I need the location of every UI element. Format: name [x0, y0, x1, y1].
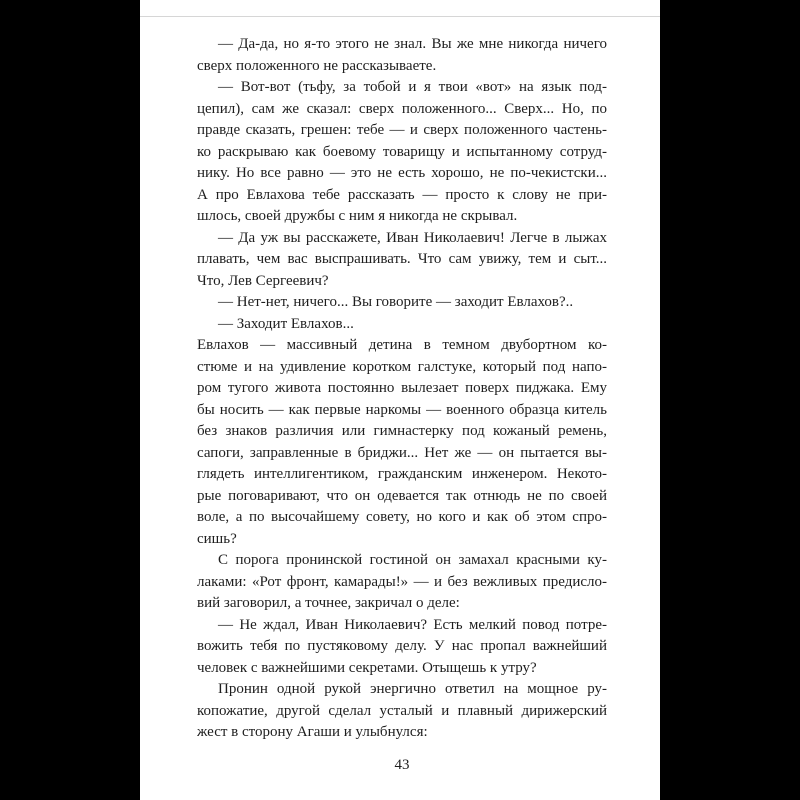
text-line: А про Евлахова тебе рассказать — просто к слову не при- — [197, 186, 607, 203]
text-line: — Нет-нет, ничего... Вы говорите — заходит Евлахов?.. — [218, 294, 574, 310]
text-line: без знаков различия или гимнастерку под кожаный ремень, — [197, 423, 607, 439]
text-line: воле, а по высочайшему совету, но кого и как об этом спро- — [197, 509, 607, 525]
text-line: шлось, своей дружбы с ним я никогда не скрывал. — [197, 208, 518, 224]
text-line: сапоги, заправленные в бриджи... Нет же — он пытается вы- — [197, 444, 607, 461]
text-line: нику. Но все равно — это не есть хорошо, не по-чекистски... — [197, 165, 607, 181]
text-line: сишь? — [197, 530, 237, 547]
paragraph — [197, 335, 607, 550]
text-line: ко раскрываю как боевому товарищу и испытанному сотруд- — [197, 143, 607, 160]
paragraph — [197, 34, 607, 77]
text-line: лаками: «Рот фронт, камарады!» — и без вежливых предисло- — [197, 573, 607, 590]
paragraph — [197, 615, 607, 680]
text-line: Евлахов — массивный детина в темном двубортном ко- — [197, 337, 607, 353]
text-line: рые поговаривают, что он одевается так отнюдь не по своей — [197, 487, 607, 504]
text-line: жест в сторону Агаши и улыбнулся: — [197, 724, 428, 740]
left-scan-margin — [0, 0, 140, 800]
text-line: стюме и на удивление коротком галстуке, который под напо- — [197, 358, 607, 375]
paragraph — [197, 228, 607, 293]
text-line: Пронин одной рукой энергично ответил на мощное ру- — [218, 681, 607, 697]
text-line: Что, Лев Сергеевич? — [197, 272, 329, 289]
text-line: копожатие, другой сделал усталый и плавный дирижерский — [197, 702, 607, 719]
paragraph — [197, 550, 607, 615]
paragraph — [197, 77, 607, 228]
text-line: — Да уж вы расскажете, Иван Николаевич! Легче в лыжах — [218, 229, 607, 246]
text-line: человек с важнейшими секретами. Отыщешь к утру? — [197, 659, 537, 676]
text-line: цепил), сам же сказал: сверх положенного... Сверх... Но, по — [197, 100, 607, 117]
text-block — [197, 34, 607, 744]
text-line: вожить тебя по пустяковому делу. У нас пропал важнейший — [197, 638, 607, 654]
text-line: С порога пронинской гостиной он замахал красными ку- — [218, 552, 607, 568]
paragraph — [197, 292, 607, 314]
text-line: ром тугого живота постоянно вылезает поверх пиджака. Ему — [197, 380, 607, 396]
page-number: 43 — [394, 757, 410, 773]
text-line: бы носить — как первые наркомы — военного образца китель — [197, 401, 607, 418]
text-line: — Вот-вот (тьфу, за тобой и я твои «вот» на язык под- — [218, 79, 607, 95]
text-line: — Не ждал, Иван Николаевич? Есть мелкий повод потре- — [218, 616, 607, 633]
text-line: плавать, чем вас выспрашивать. Что сам увижу, тем и сыт... — [197, 251, 607, 267]
text-line: вий заговорил, а точнее, закричал о деле: — [197, 595, 460, 611]
paragraph — [197, 679, 607, 744]
paragraph — [197, 314, 607, 336]
text-line: — Заходит Евлахов... — [218, 315, 354, 332]
page-top-edge — [140, 16, 660, 17]
text-line: глядеть интеллигентиком, гражданским инженером. Некото- — [197, 466, 607, 482]
text-line: сверх положенного не рассказываете. — [197, 57, 437, 74]
right-scan-margin — [660, 0, 800, 800]
book-page — [140, 0, 660, 800]
text-line: — Да-да, но я-то этого не знал. Вы же мне никогда ничего — [218, 36, 607, 52]
text-line: правде сказать, грешен: тебе — и сверх положенного частень- — [197, 122, 607, 138]
